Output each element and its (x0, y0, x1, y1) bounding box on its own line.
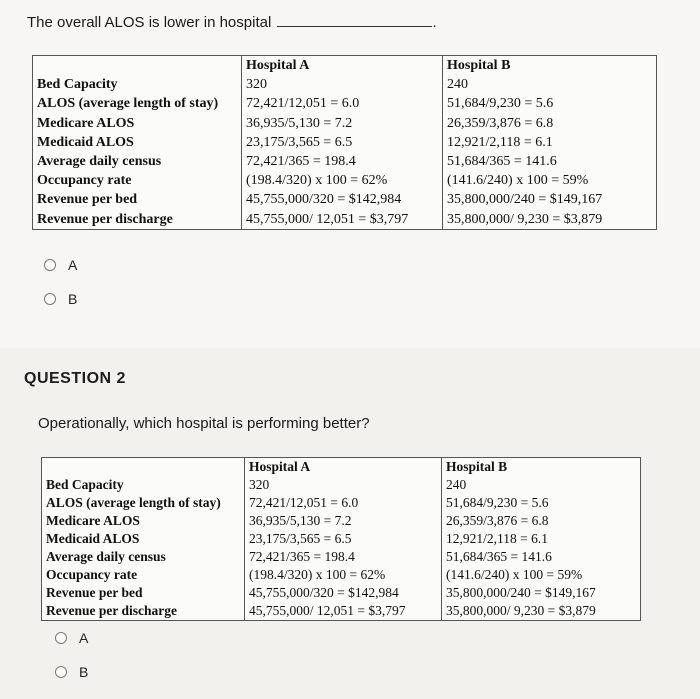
hospital-comparison-table-2 (41, 457, 641, 621)
row-label: Medicaid ALOS (46, 531, 140, 546)
q2-option-b[interactable] (55, 664, 88, 680)
hospital-a-value: 36,935/5,130 = 7.2 (246, 115, 353, 131)
hospital-a-value: 45,755,000/ 12,051 = $3,797 (249, 603, 406, 618)
hospital-b-value: 35,800,000/ 9,230 = $3,879 (447, 211, 603, 227)
hospital-b-value: 35,800,000/240 = $149,167 (447, 192, 603, 208)
end-punctuation: . (432, 14, 437, 31)
hospital-b-value: 51,684/9,230 = 5.6 (446, 495, 549, 510)
hospital-b-value: 35,800,000/240 = $149,167 (446, 585, 596, 600)
option-label: B (68, 291, 78, 307)
hospital-a-value: 45,755,000/320 = $142,984 (246, 192, 402, 208)
q2-option-a[interactable] (55, 630, 88, 646)
row-label: Medicaid ALOS (37, 134, 134, 150)
question-1-prompt (27, 14, 437, 31)
hospital-a-value: 72,421/12,051 = 6.0 (246, 96, 360, 112)
hospital-a-header: Hospital A (249, 459, 311, 474)
hospital-a-value: 36,935/5,130 = 7.2 (249, 513, 352, 528)
radio-circle-icon[interactable] (44, 293, 56, 305)
hospital-b-value: 35,800,000/ 9,230 = $3,879 (446, 603, 596, 618)
row-label: Medicare ALOS (46, 513, 140, 528)
hospital-b-header: Hospital B (446, 459, 508, 474)
option-label: A (79, 630, 89, 646)
q1-option-b[interactable] (44, 291, 77, 307)
hospital-a-value: 72,421/12,051 = 6.0 (249, 495, 359, 510)
answer-blank (277, 14, 432, 27)
hospital-a-value: 23,175/3,565 = 6.5 (249, 531, 352, 546)
row-label: Bed Capacity (37, 77, 118, 93)
q1-option-a[interactable] (44, 257, 77, 273)
hospital-b-value: (141.6/240) x 100 = 59% (446, 567, 583, 582)
row-label: Revenue per discharge (37, 211, 173, 227)
hospital-b-value: 51,684/365 = 141.6 (447, 154, 557, 170)
hospital-b-value: 26,359/3,876 = 6.8 (446, 513, 549, 528)
radio-circle-icon[interactable] (55, 666, 67, 678)
hospital-b-value: 240 (447, 77, 468, 93)
question-2-title: QUESTION 2 (24, 370, 126, 387)
hospital-comparison-table-1 (32, 55, 657, 230)
hospital-a-value: (198.4/320) x 100 = 62% (246, 173, 388, 189)
hospital-b-value: 12,921/2,118 = 6.1 (446, 531, 548, 546)
hospital-a-value: 23,175/3,565 = 6.5 (246, 134, 353, 150)
radio-circle-icon[interactable] (44, 259, 56, 271)
row-label: Average daily census (46, 549, 166, 564)
row-label: Occupancy rate (46, 567, 138, 582)
row-label: Revenue per bed (46, 585, 143, 600)
hospital-b-value: 12,921/2,118 = 6.1 (447, 134, 553, 150)
option-label: A (68, 257, 78, 273)
hospital-a-value: 45,755,000/320 = $142,984 (249, 585, 399, 600)
hospital-a-value: 320 (249, 477, 270, 492)
radio-circle-icon[interactable] (55, 632, 67, 644)
question-1-text: The overall ALOS is lower in hospital (27, 14, 272, 31)
row-label: Bed Capacity (46, 477, 124, 492)
row-label: Occupancy rate (37, 173, 132, 189)
row-label: Revenue per discharge (46, 603, 177, 618)
hospital-b-value: 240 (446, 477, 467, 492)
row-label: Average daily census (37, 154, 162, 170)
hospital-a-value: 72,421/365 = 198.4 (249, 549, 355, 564)
row-label: Medicare ALOS (37, 115, 135, 131)
hospital-a-header: Hospital A (246, 58, 310, 73)
question-2-prompt: Operationally, which hospital is performing better? (38, 415, 370, 432)
row-label: ALOS (average length of stay) (37, 96, 219, 112)
hospital-a-value: 45,755,000/ 12,051 = $3,797 (246, 211, 409, 227)
row-label: ALOS (average length of stay) (46, 495, 221, 510)
hospital-a-value: (198.4/320) x 100 = 62% (249, 567, 386, 582)
hospital-a-value: 72,421/365 = 198.4 (246, 154, 356, 170)
hospital-b-value: 26,359/3,876 = 6.8 (447, 115, 554, 131)
row-label: Revenue per bed (37, 192, 138, 208)
hospital-a-value: 320 (246, 77, 267, 93)
hospital-b-value: 51,684/365 = 141.6 (446, 549, 552, 564)
hospital-b-value: 51,684/9,230 = 5.6 (447, 96, 554, 112)
hospital-b-header: Hospital B (447, 58, 511, 73)
option-label: B (79, 664, 89, 680)
hospital-b-value: (141.6/240) x 100 = 59% (447, 173, 589, 189)
